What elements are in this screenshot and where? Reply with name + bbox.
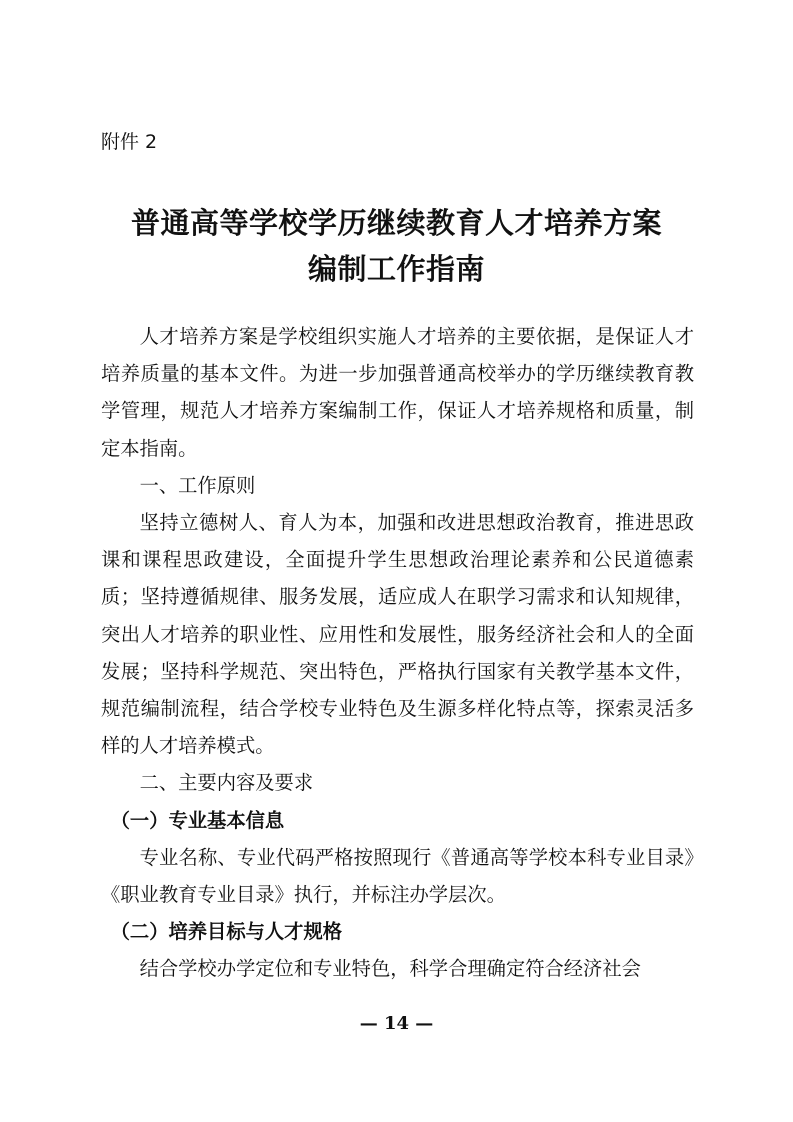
training-goals-paragraph: 结合学校办学定位和专业特色，科学合理确定符合经济社会 (139, 957, 641, 981)
principles-paragraph: 坚持立德树人、育人为本，加强和改进思想政治教育，推进思政课和课程思政建设，全面提升学生思想政治理论素养和公民道德素质；坚持遵循规律、服务发展，适应成人在职学习需求和认知规律，突出人才培养的职业性、应用性和发展性，服务经济社会和人的全面发展；坚持科学规范、突出特色，严格执行国家有关教学基本文件，规范编制流程，结合学校专业特色及生源多样化特点等，探索灵活多样的人才培养模式。 (101, 511, 694, 758)
intro-paragraph: 人才培养方案是学校组织实施人才培养的主要依据，是保证人才培养质量的基本文件。为进一步加强普通高校举办的学历继续教育教学管理，规范人才培养方案编制工作，保证人才培养规格和质量，制定本指南。 (101, 325, 694, 460)
document-title-line2: 编制工作指南 (307, 252, 485, 286)
document-title-line1: 普通高等学校学历继续教育人才培养方案 (130, 206, 662, 240)
basic-info-paragraph: 专业名称、专业代码严格按照现行《普通高等学校本科专业目录》《职业教育专业目录》执行，并标注办学层次。 (101, 845, 694, 907)
section-heading-contents: 二、主要内容及要求 (139, 771, 314, 795)
subsection-heading-basic-info: （一）专业基本信息 (110, 808, 285, 832)
page-number: — 14 — (359, 1013, 434, 1034)
section-heading-principles: 一、工作原则 (139, 473, 256, 497)
attachment-label: 附件 2 (101, 131, 158, 153)
subsection-heading-training-goals: （二）培养目标与人才规格 (110, 920, 343, 944)
document-body (101, 318, 694, 988)
